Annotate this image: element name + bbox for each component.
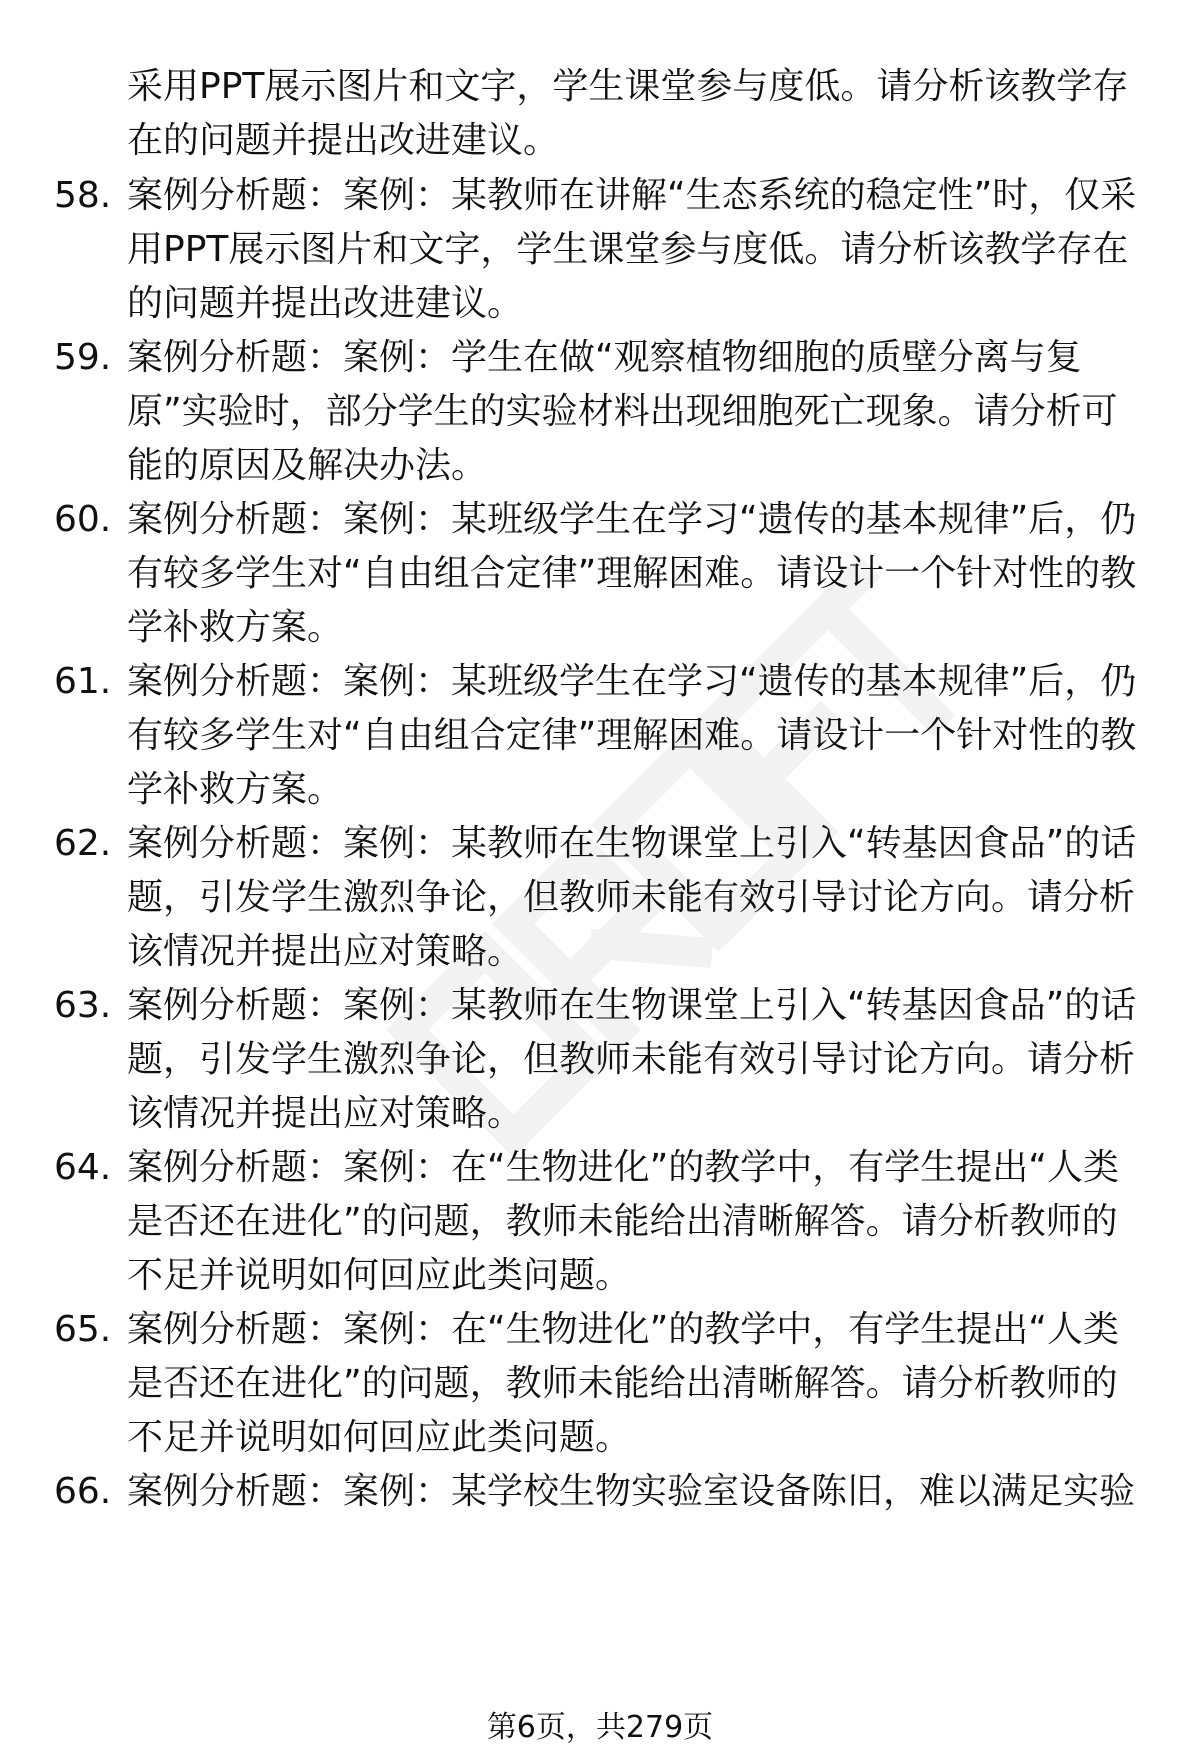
question-text: 案例分析题：案例：学生在做“观察植物细胞的质壁分离与复原”实验时，部分学生的实验材料出现细胞死亡现象。请分析可能的原因及解决办法。 [127,337,1118,486]
question-number: 63. [54,985,112,1026]
question-number: 62. [54,823,112,864]
question-number: 64. [54,1147,112,1188]
question-number: 58. [54,175,112,216]
question-number: 59. [54,337,112,378]
question-text: 案例分析题：案例：某班级学生在学习“遗传的基本规律”后，仍有较多学生对“自由组合定律”理解困难。请设计一个针对性的教学补救方案。 [127,661,1137,810]
question-number: 61. [54,661,112,702]
continued-paragraph: 采用PPT展示图片和文字，学生课堂参与度低。请分析该教学存在的问题并提出改进建议。 [127,66,1129,161]
question-text: 案例分析题：案例：某班级学生在学习“遗传的基本规律”后，仍有较多学生对“自由组合定律”理解困难。请设计一个针对性的教学补救方案。 [127,499,1137,648]
question-number: 60. [54,499,112,540]
question-text: 案例分析题：案例：在“生物进化”的教学中，有学生提出“人类是否还在进化”的问题，教师未能给出清晰解答。请分析教师的不足并说明如何回应此类问题。 [127,1147,1119,1296]
question-text: 案例分析题：案例：某教师在讲解“生态系统的稳定性”时，仅采用PPT展示图片和文字，学生课堂参与度低。请分析该教学存在的问题并提出改进建议。 [127,175,1137,324]
page-footer: 第6页，共279页 [486,1710,714,1745]
question-number: 65. [54,1309,112,1350]
question-text: 案例分析题：案例：在“生物进化”的教学中，有学生提出“人类是否还在进化”的问题，教师未能给出清晰解答。请分析教师的不足并说明如何回应此类问题。 [127,1309,1119,1458]
question-text: 案例分析题：案例：某学校生物实验室设备陈旧，难以满足实验 [127,1471,1136,1512]
question-number: 66. [54,1471,112,1512]
question-text: 案例分析题：案例：某教师在生物课堂上引入“转基因食品”的话题，引发学生激烈争论，但教师未能有效引导讨论方向。请分析该情况并提出应对策略。 [127,823,1137,972]
question-text: 案例分析题：案例：某教师在生物课堂上引入“转基因食品”的话题，引发学生激烈争论，但教师未能有效引导讨论方向。请分析该情况并提出应对策略。 [127,985,1137,1134]
